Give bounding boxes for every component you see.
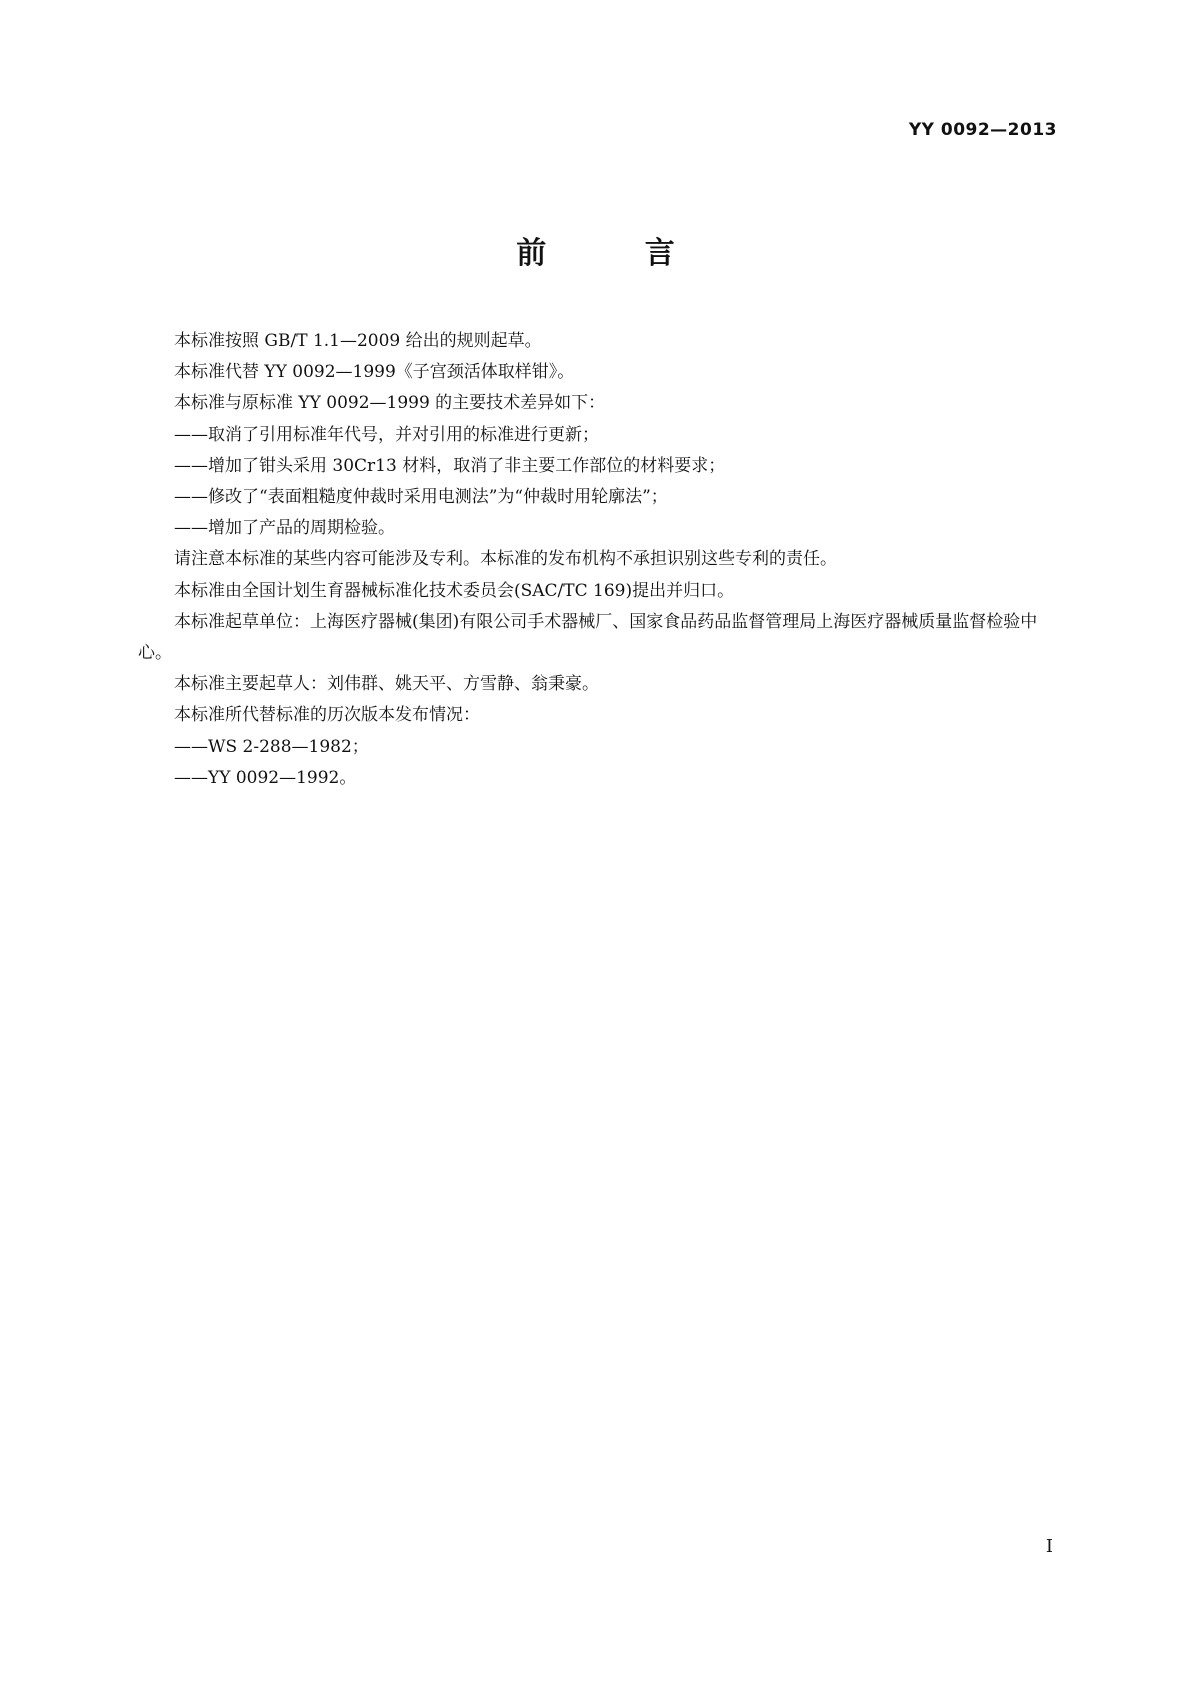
page-title: 前 言 (516, 236, 719, 271)
paragraph-proposed-by: 本标准由全国计划生育器械标准化技术委员会(SAC/TC 169)提出并归口。 (174, 580, 735, 601)
paragraph-drafting-units: 本标准起草单位：上海医疗器械(集团)有限公司手术器械厂、国家食品药品监督管理局上海医疗器械质量监督检验中心。 (138, 611, 1038, 664)
paragraph-differences-intro: 本标准与原标准 YY 0092—1999 的主要技术差异如下： (174, 393, 606, 414)
page-number: I (1045, 1536, 1053, 1557)
list-item: ——修改了“表面粗糙度仲裁时采用电测法”为“仲裁时用轮廓法”； (174, 487, 668, 508)
foreword-body (138, 326, 1052, 794)
list-item: ——WS 2-288—1982； (174, 736, 369, 757)
paragraph-replaces: 本标准代替 YY 0092—1999《子宫颈活体取样钳》。 (174, 362, 575, 383)
list-item: ——取消了引用标准年代号，并对引用的标准进行更新； (174, 424, 599, 445)
list-item: ——增加了钳头采用 30Cr13 材料，取消了非主要工作部位的材料要求； (174, 455, 726, 476)
list-item: ——增加了产品的周期检验。 (174, 518, 395, 539)
paragraph-drafters: 本标准主要起草人：刘伟群、姚天平、方雪静、翁秉豪。 (174, 674, 599, 695)
standard-code: YY 0092—2013 (908, 120, 1057, 140)
paragraph-drafting-rules: 本标准按照 GB/T 1.1—2009 给出的规则起草。 (174, 331, 542, 351)
paragraph-previous-editions: 本标准所代替标准的历次版本发布情况： (174, 705, 480, 726)
paragraph-patent-notice: 请注意本标准的某些内容可能涉及专利。本标准的发布机构不承担识别这些专利的责任。 (174, 549, 837, 570)
list-item: ——YY 0092—1992。 (174, 767, 357, 788)
